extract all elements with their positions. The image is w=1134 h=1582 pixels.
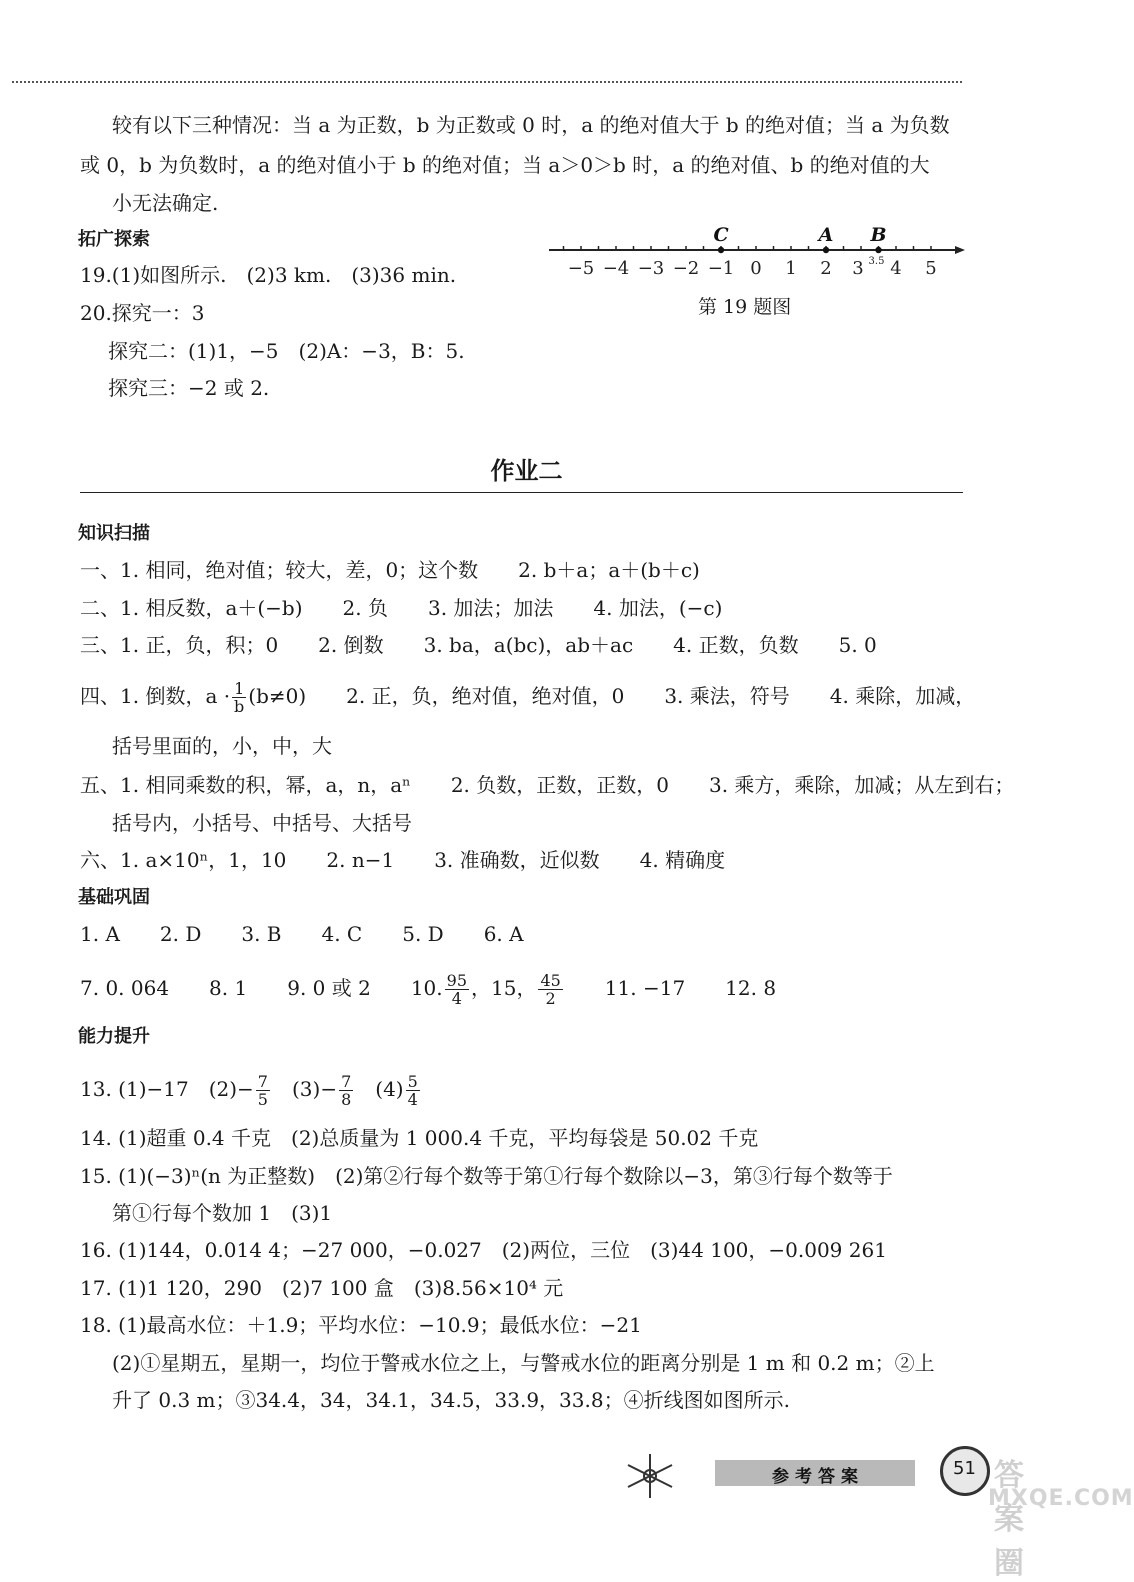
fraction-numerator: 7 [341,1072,352,1091]
tick-label: 5 [925,258,937,279]
fraction-7-over-8 [339,1073,353,1108]
number-line-figure [545,218,975,284]
snowflake-icon [620,1448,680,1504]
zhishi-line-6: 六、1. a×10ⁿ，1，10 2. n−1 3. 准确数，近似数 4. 精确度 [80,848,726,872]
point-a [823,247,829,253]
tick-label: −5 [567,258,595,279]
fraction-denominator: 8 [341,1090,352,1109]
tick-label: −3 [637,258,665,279]
point-b [875,247,881,253]
answer-20-part2: 探究二：(1)1，−5 (2)A：−3，B：5. [108,339,465,363]
answer-15b: 第①行每个数加 1 (3)1 [112,1201,333,1225]
point-c [718,247,724,253]
heading-zhishi: 知识扫描 [78,523,150,544]
tick-label: 4 [890,258,902,279]
jichu-line-2-post: 11. −17 12. 8 [564,976,777,1000]
watermark-text: 答案圈 [994,1458,1026,1581]
text-line-2: 或 0，b 为负数时，a 的绝对值小于 b 的绝对值；当 a＞0＞b 时，a 的绝对值、b 的绝对值的大 [80,153,930,177]
fraction-45-over-2 [538,972,562,1007]
answer-13-b: (3)− [271,1077,338,1101]
answer-16: 16. (1)144，0.014 4；−27 000，−0.027 (2)两位，三位 (3)44 100，−0.009 261 [80,1238,887,1262]
answer-15a: 15. (1)(−3)ⁿ(n 为正整数) (2)第②行每个数等于第①行每个数除以−3，第③行每个数等于 [80,1164,893,1188]
answer-17: 17. (1)1 120，290 (2)7 100 盒 (3)8.56×10⁴ 元 [80,1276,564,1300]
fraction-1-over-b [232,680,246,715]
answer-18c: 升了 0.3 m；③34.4，34，34.1，34.5，33.9，33.8；④折线图如图所示. [112,1388,790,1412]
answer-14: 14. (1)超重 0.4 千克 (2)总质量为 1 000.4 千克，平均每袋是 50.02 千克 [80,1126,759,1150]
fraction-7-over-5 [256,1073,270,1108]
text-line-1: 较有以下三种情况：当 a 为正数，b 为正数或 0 时，a 的绝对值大于 b 的绝对值；当 a 为负数 [112,113,950,137]
zhishi-line-5: 五、1. 相同乘数的积，幂，a，n，aⁿ 2. 负数，正数，正数，0 3. 乘方，乘除，加减；从左到右； [80,773,1015,797]
tick-label: −2 [672,258,700,279]
jichu-line-2-pre: 7. 0. 064 8. 1 9. 0 或 2 10. [80,976,443,1000]
zhishi-line-4 [80,680,975,715]
zhishi-line-4-pre: 四、1. 倒数，a · [80,684,231,708]
fraction-denominator: 5 [257,1090,268,1109]
heading-jichu: 基础巩固 [78,887,150,908]
point-label-a: A [818,224,834,246]
tick-label: 1 [785,258,797,279]
section-title: 作业二 [490,457,563,485]
fraction-numerator: 5 [407,1072,418,1091]
point-label-b: B [870,224,887,246]
top-dotted-divider [12,81,962,83]
fraction-5-over-4 [406,1073,420,1108]
footer-label: 参考答案 [772,1467,864,1487]
fraction-denominator: 4 [407,1090,418,1109]
heading-nengli: 能力提升 [78,1026,150,1047]
point-b-value-label: 3.5 [868,256,885,267]
point-label-c: C [713,224,729,246]
fraction-numerator: 45 [540,971,561,990]
fraction-denominator: 4 [451,989,462,1008]
tick-label: 2 [820,258,832,279]
tick-label: −1 [707,258,735,279]
watermark-url: MXQE.COM [988,1486,1134,1511]
tick-label: 3 [852,258,864,279]
jichu-line-1: 1. A 2. D 3. B 4. C 5. D 6. A [80,922,524,946]
zhishi-line-2: 二、1. 相反数，a＋(−b) 2. 负 3. 加法；加法 4. 加法，(−c) [80,596,723,620]
jichu-line-2-mid: ，15， [471,976,537,1000]
fraction-denominator: 2 [545,989,556,1008]
fraction-denominator: b [234,697,245,716]
zhishi-line-4-post: (b≠0) 2. 正，负，绝对值，绝对值，0 3. 乘法，符号 4. 乘除，加减， [248,684,976,708]
answer-18b: (2)①星期五，星期一，均位于警戒水位之上，与警戒水位的距离分别是 1 m 和 0.2 m；②上 [112,1351,935,1375]
arrow-head-icon [955,246,965,254]
answer-18a: 18. (1)最高水位：＋1.9；平均水位：−10.9；最低水位：−21 [80,1313,642,1337]
fraction-numerator: 95 [446,971,467,990]
page-footer [620,1448,1134,1581]
answer-13-a: 13. (1)−17 (2)− [80,1077,254,1101]
answer-20-part3: 探究三：−2 或 2. [108,376,270,400]
answer-19: 19.(1)如图所示. (2)3 km. (3)36 min. [80,263,457,287]
figure-caption: 第 19 题图 [698,296,792,318]
answer-13 [80,1073,422,1108]
fraction-numerator: 7 [257,1072,268,1091]
zhishi-line-4b: 括号里面的，小，中，大 [112,734,332,758]
jichu-line-2 [80,972,776,1007]
fraction-numerator: 1 [234,679,245,698]
fraction-95-over-4 [445,972,469,1007]
tick-label: 0 [750,258,762,279]
answer-13-c: (4) [355,1077,404,1101]
page-number: 51 [953,1458,976,1479]
zhishi-line-1: 一、1. 相同，绝对值；较大，差，0；这个数 2. b＋a；a＋(b＋c) [80,558,700,582]
title-rule [80,492,963,493]
heading-tuoguang: 拓广探索 [78,229,150,250]
zhishi-line-3: 三、1. 正，负，积；0 2. 倒数 3. ba，a(bc)，ab＋ac 4. 正数，负数 5. 0 [80,633,877,657]
answer-20-part1: 20.探究一：3 [80,301,205,325]
zhishi-line-5b: 括号内，小括号、中括号、大括号 [112,811,412,835]
tick-label: −4 [602,258,630,279]
text-line-3: 小无法确定. [112,191,219,215]
